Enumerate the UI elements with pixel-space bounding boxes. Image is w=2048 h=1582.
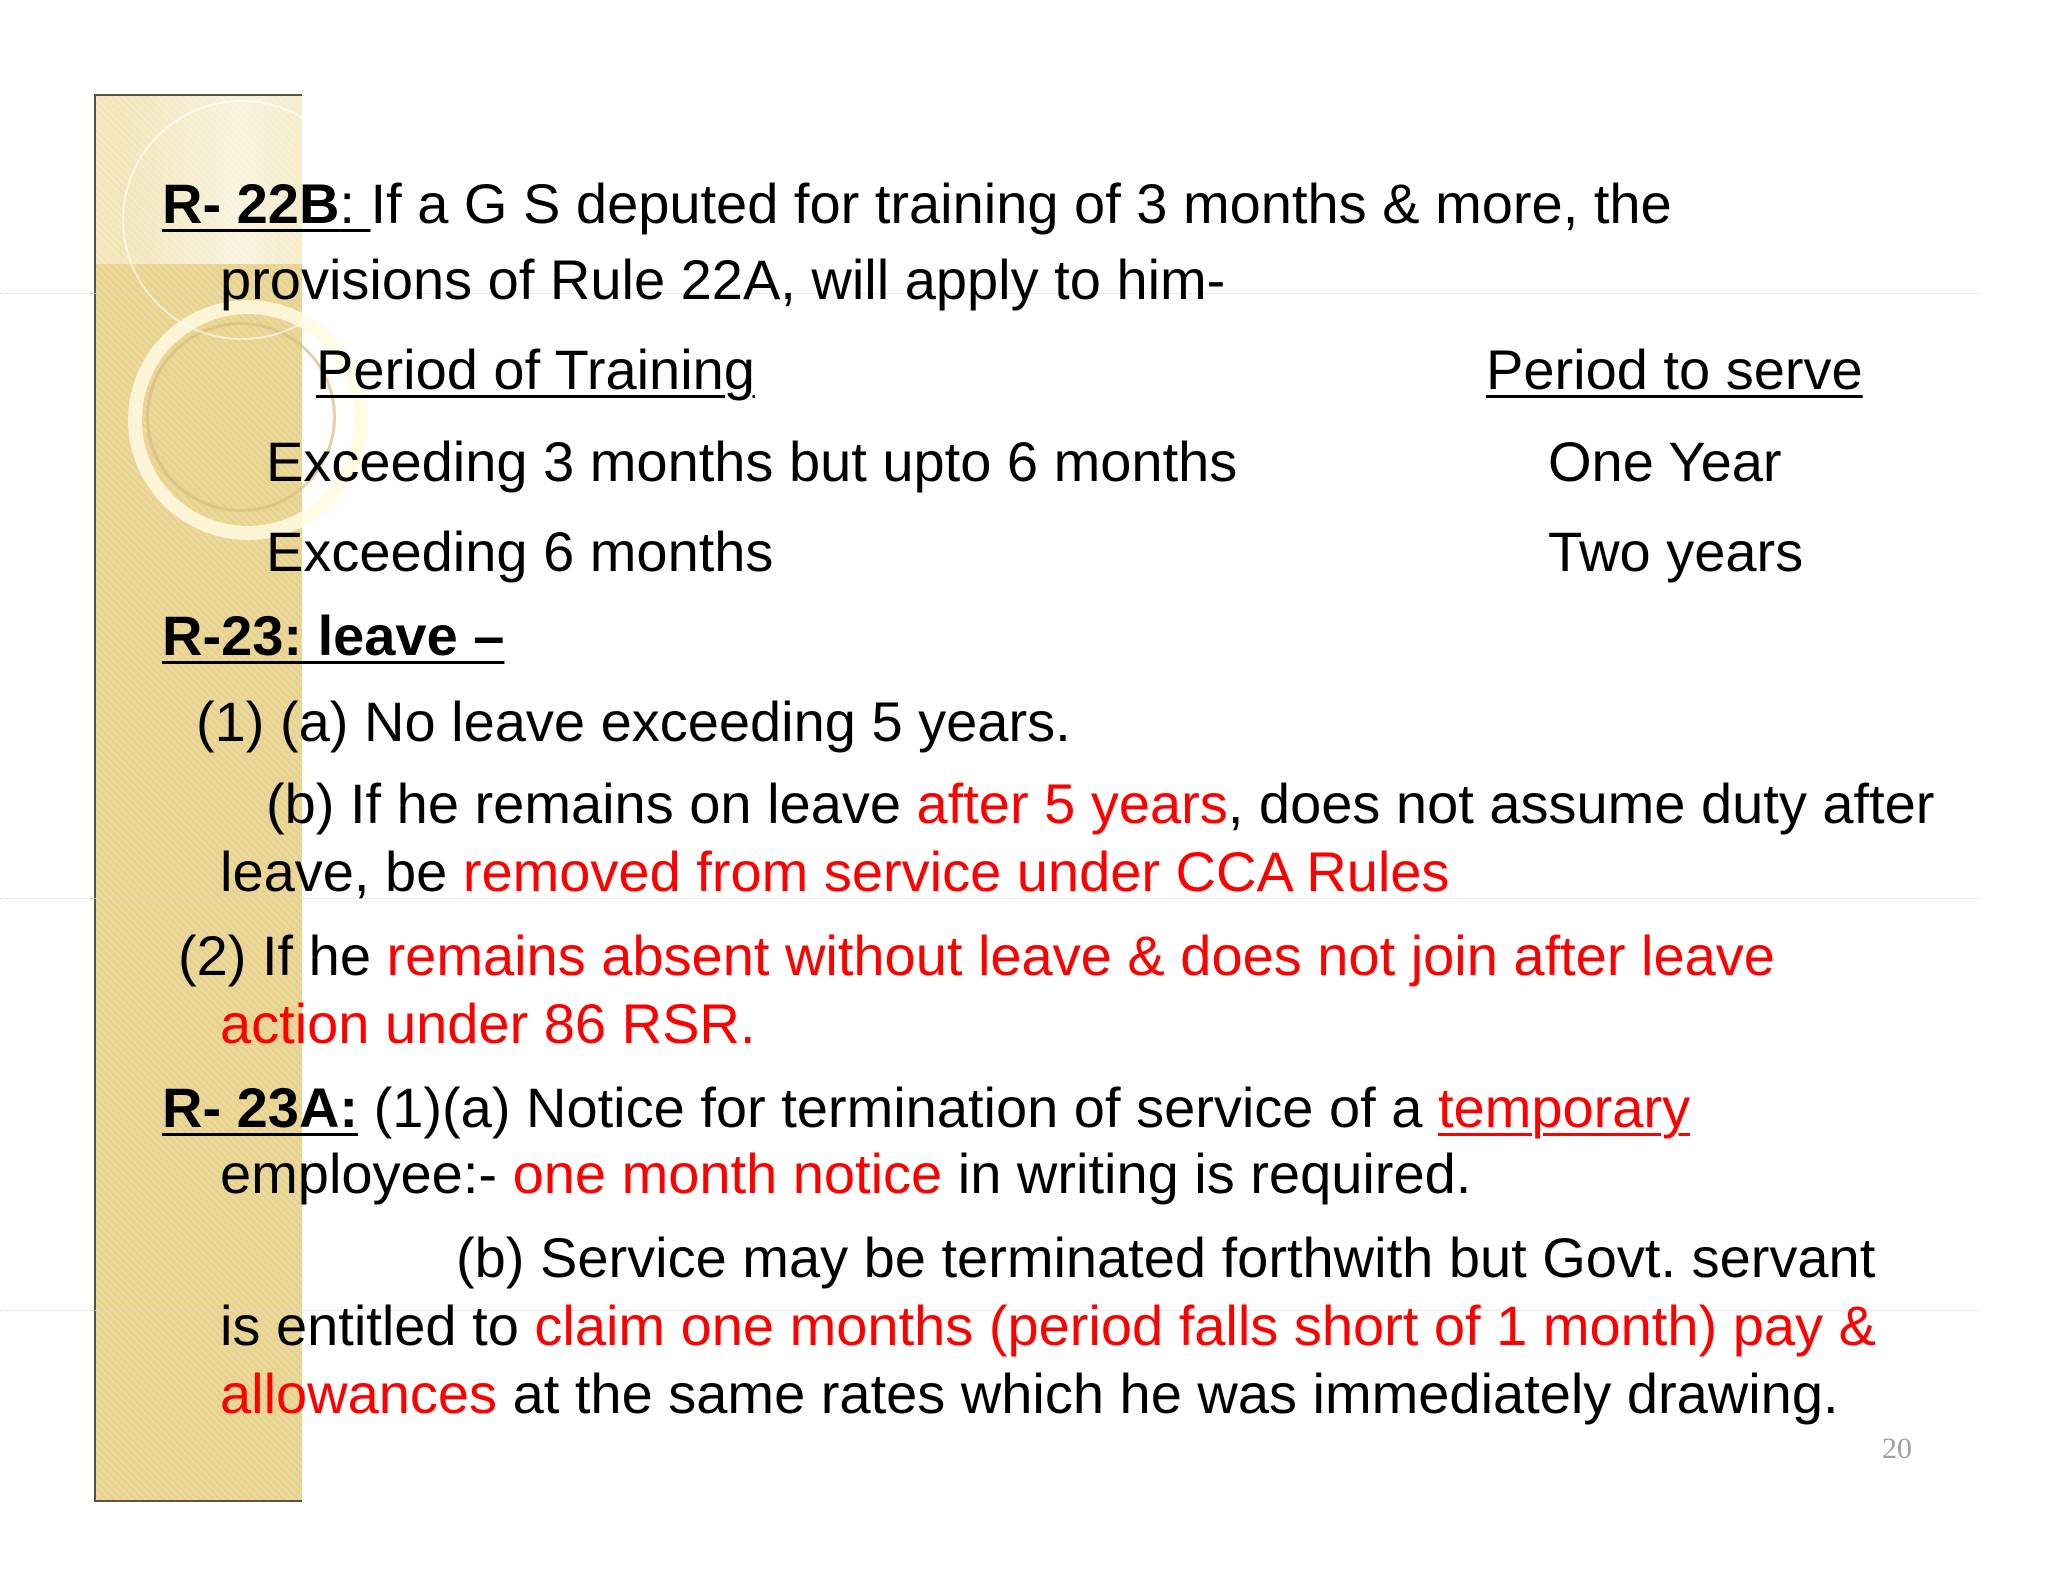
r23a-text-1: (1)(a) Notice for termination of service of a xyxy=(358,1076,1438,1139)
r22b-colon: : xyxy=(339,172,371,235)
header-period-to-serve: Period to serve xyxy=(1486,338,1863,401)
header-period-of-training: Period of Training xyxy=(316,338,755,401)
r23a-b-highlight: claim one months (period falls short of 1 month) pay & xyxy=(534,1294,1876,1357)
r23a-b-line-3 xyxy=(220,1362,1839,1426)
table-row-serve: Two years xyxy=(1548,520,1804,583)
r23-item-1b-text-2: , does not assume duty after xyxy=(1227,772,1935,835)
r22b-text-1: If a G S deputed for training of 3 months & more, the xyxy=(370,172,1672,235)
r23-item-1a: (1) (a) No leave exceeding 5 years. xyxy=(196,690,1071,753)
r22b-line-2 xyxy=(220,248,1225,312)
r23a-highlight: one month notice xyxy=(512,1142,943,1205)
table-row-period: Exceeding 6 months xyxy=(266,520,774,583)
table-row-period: Exceeding 3 months but upto 6 months xyxy=(266,430,1238,493)
r23-item-1b-text: (b) If he remains on leave xyxy=(266,772,917,835)
r23-item-2-line-2: action under 86 RSR. xyxy=(220,992,756,1055)
r23a-label: R- 23A: xyxy=(162,1076,359,1139)
r23-item-1b-highlight-2: removed from service under CCA Rules xyxy=(462,840,1450,903)
r23a-b-line-2 xyxy=(220,1294,1876,1358)
r22b-label: R- 22B xyxy=(162,172,340,235)
r23-item-2-line-1 xyxy=(178,924,1775,988)
r23a-line-2 xyxy=(220,1142,1471,1206)
r23-item-1b-line-2 xyxy=(220,840,1449,904)
r23a-line-1 xyxy=(162,1076,1690,1140)
page-number: 20 xyxy=(1882,1432,1912,1465)
r23-heading: R-23: leave – xyxy=(162,604,505,667)
r23-item-1b-highlight: after 5 years xyxy=(916,772,1228,835)
r23a-b-text-2: at the same rates which he was immediately drawing. xyxy=(497,1362,1839,1425)
r23-item-2-text: (2) If he xyxy=(178,924,387,987)
r23a-text-3: in writing is required. xyxy=(942,1142,1472,1205)
r23a-b-highlight-2: allowances xyxy=(220,1362,498,1425)
r23a-b-text: is entitled to xyxy=(220,1294,535,1357)
r22b-line-1 xyxy=(162,172,1672,236)
r23a-text-2: employee:- xyxy=(220,1142,513,1205)
r23-item-1b-text-3: leave, be xyxy=(220,840,463,903)
r23-item-2-highlight: remains absent without leave & does not join after leave xyxy=(386,924,1775,987)
table-row-serve: One Year xyxy=(1548,430,1782,493)
r23a-b-line-1: (b) Service may be terminated forthwith but Govt. servant xyxy=(456,1226,1876,1289)
r23a-temporary: temporary xyxy=(1437,1076,1691,1139)
r23-item-1b-line-1 xyxy=(266,772,1934,836)
r22b-text-2: provisions of Rule 22A, will apply to him- xyxy=(220,248,1226,311)
